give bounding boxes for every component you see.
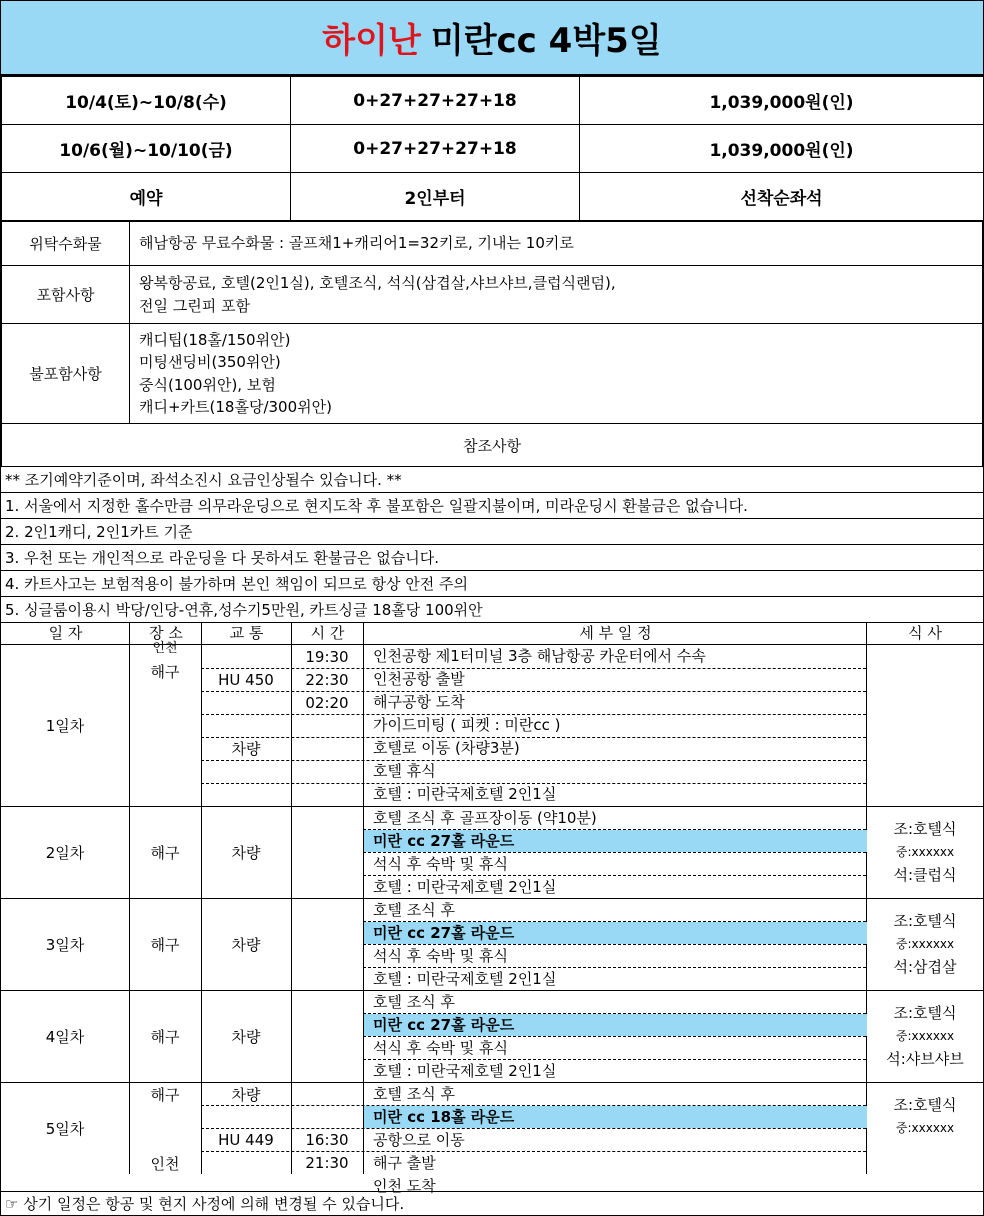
footer-note: ☞ 상기 일정은 항공 및 현지 사정에 의해 변경될 수 있습니다.	[1, 1191, 983, 1215]
day1-detail: 호텔로 이동 (차량3분)	[373, 739, 520, 757]
day5-detail: 공항으로 이동	[373, 1131, 465, 1149]
day3-detail: 호텔 : 미란국제호텔 2인1실	[373, 970, 557, 988]
day5-flight: HU 449	[218, 1131, 274, 1149]
excluded-line: 캐디팁(18홀/150위안)	[139, 330, 291, 349]
day1-detail: 호텔 휴식	[373, 762, 436, 780]
header-time: 시 간	[310, 624, 345, 642]
day1-time: 02:20	[305, 693, 349, 712]
header-meal: 식 사	[908, 624, 942, 642]
reserve-row	[2, 173, 984, 221]
day1-flight: HU 450	[218, 670, 274, 689]
day1-label: 1일차	[45, 717, 85, 735]
day3-transport: 차량	[231, 936, 261, 954]
holes-cell: 0+27+27+27+18	[291, 125, 580, 173]
schedule-table	[1, 623, 983, 1198]
header-detail: 세 부 일 정	[579, 624, 652, 642]
day5-detail: 호텔 조식 후	[373, 1085, 455, 1103]
table-row	[2, 125, 984, 173]
day5-place-bottom: 인천	[150, 1154, 180, 1173]
day4-place: 해구	[150, 1028, 180, 1046]
price-cell: 1,039,000원(인)	[580, 125, 984, 173]
day2-meals	[867, 818, 983, 887]
meal-breakfast: 조:호텔식	[893, 820, 957, 838]
title-destination: 하이난	[322, 21, 421, 61]
day1-detail: 가이드미팅 ( 피켓 : 미란cc )	[373, 716, 561, 734]
note-line: ** 조기예약기준이며, 좌석소진시 요금인상될수 있습니다. **	[1, 467, 983, 493]
baggage-text: 해남항공 무료수화물 : 골프채1+캐리어1=32키로, 기내는 10키로	[139, 234, 574, 253]
day1-transport: 차량	[231, 740, 261, 758]
baggage-label: 위탁수화물	[2, 222, 130, 266]
excluded-label: 불포함사항	[2, 324, 130, 424]
meal-breakfast: 조:호텔식	[893, 912, 957, 930]
note-line: 2. 2인1캐디, 2인1카트 기준	[1, 519, 983, 545]
day5-detail: 인천 도착	[373, 1177, 436, 1195]
day4-round-highlight: 미란 cc 27홀 라운드	[364, 1014, 867, 1036]
day1-place-top: 인천	[152, 640, 178, 653]
day4-detail: 호텔 조식 후	[373, 993, 455, 1011]
included-line: 왕복항공료, 호텔(2인1실), 호텔조식, 석식(삼겹살,샤브샤브,클럽식랜덤),	[139, 274, 616, 292]
day1-time: 22:30	[305, 670, 349, 689]
excluded-line: 중식(100위안), 보험	[139, 375, 276, 394]
day4-detail: 호텔 : 미란국제호텔 2인1실	[373, 1062, 557, 1080]
departure-table	[1, 76, 984, 221]
day3-meals	[867, 910, 983, 979]
day5-time: 16:30	[305, 1131, 349, 1149]
day5-round-highlight: 미란 cc 18홀 라운드	[364, 1106, 867, 1128]
day3-label: 3일차	[45, 936, 85, 954]
note-line: 5. 싱글룸이용시 박당/인당-연휴,성수기5만원, 카트싱글 18홀당 100위안	[1, 597, 983, 623]
day2-detail: 호텔 조식 후 골프장이동 (약10분)	[373, 809, 597, 827]
title-rest: 미란cc 4박5일	[430, 21, 662, 61]
day5-meals	[867, 1094, 983, 1140]
info-table	[1, 221, 983, 424]
included-row	[2, 266, 983, 324]
day2-round-highlight: 미란 cc 27홀 라운드	[364, 830, 867, 852]
day1-detail: 해구공항 도착	[373, 693, 465, 711]
header-place: 장 소	[149, 624, 183, 642]
note-line: 1. 서울에서 지정한 홀수만큼 의무라운딩으로 현지도착 후 불포함은 일괄지불이며, 미라운딩시 환불금은 없습니다.	[1, 493, 983, 519]
meal-lunch: 중:xxxxxx	[895, 1121, 955, 1135]
excluded-row	[2, 324, 983, 424]
header-day: 일 자	[48, 624, 83, 642]
day2-label: 2일차	[45, 844, 85, 862]
day2-transport: 차량	[231, 844, 261, 862]
baggage-row	[2, 222, 983, 266]
min-people: 2인부터	[291, 173, 580, 221]
reference-title: 참조사항	[1, 424, 983, 467]
day1-place: 해구	[150, 662, 180, 681]
day2-detail: 호텔 : 미란국제호텔 2인1실	[373, 878, 557, 896]
day1-detail: 인천공항 제1터미널 3층 해남항공 카운터에서 수속	[373, 647, 706, 665]
meal-breakfast: 조:호텔식	[893, 1004, 957, 1022]
day2-detail: 석식 후 숙박 및 휴식	[373, 855, 508, 873]
day4-meals	[867, 1002, 983, 1071]
meal-dinner: 석:삼겹살	[893, 958, 957, 976]
day4-transport: 차량	[231, 1028, 261, 1046]
meal-dinner: 석:샤브샤브	[886, 1050, 964, 1068]
day1-detail: 호텔 : 미란국제호텔 2인1실	[373, 785, 557, 803]
page-title	[1, 1, 983, 76]
day4-label: 4일차	[45, 1028, 85, 1046]
day5-time: 21:30	[305, 1154, 349, 1172]
day3-detail: 석식 후 숙박 및 휴식	[373, 947, 508, 965]
day3-place: 해구	[150, 936, 180, 954]
excluded-line: 캐디+카트(18홀당/300위안)	[139, 398, 332, 416]
day1-detail: 인천공항 출발	[373, 670, 465, 688]
seat-policy: 선착순좌석	[580, 173, 984, 221]
included-label: 포함사항	[2, 266, 130, 324]
meal-lunch: 중:xxxxxx	[895, 845, 955, 859]
date-cell: 10/6(월)~10/10(금)	[2, 125, 291, 173]
reserve-label: 예약	[2, 173, 291, 221]
day5-label: 5일차	[45, 1120, 85, 1138]
note-line: 3. 우천 또는 개인적으로 라운딩을 다 못하셔도 환불금은 없습니다.	[1, 545, 983, 571]
header-transport: 교 통	[229, 624, 264, 642]
day5-transport: 차량	[231, 1085, 261, 1104]
day2-place: 해구	[150, 844, 180, 862]
meal-breakfast: 조:호텔식	[893, 1096, 957, 1114]
meal-dinner: 석:클럽식	[893, 866, 957, 884]
included-line: 전일 그린피 포함	[139, 296, 250, 315]
date-cell: 10/4(토)~10/8(수)	[2, 77, 291, 125]
holes-cell: 0+27+27+27+18	[291, 77, 580, 125]
day1-time: 19:30	[305, 647, 349, 666]
table-row	[2, 77, 984, 125]
meal-lunch: 중:xxxxxx	[895, 937, 955, 951]
day5-place-top: 해구	[150, 1085, 180, 1104]
day3-detail: 호텔 조식 후	[373, 901, 455, 919]
day3-round-highlight: 미란 cc 27홀 라운드	[364, 922, 867, 944]
day4-detail: 석식 후 숙박 및 휴식	[373, 1039, 508, 1057]
excluded-line: 미팅샌딩비(350위안)	[139, 353, 281, 371]
note-line: 4. 카트사고는 보험적용이 불가하며 본인 책임이 되므로 항상 안전 주의	[1, 571, 983, 597]
meal-lunch: 중:xxxxxx	[895, 1029, 955, 1043]
day5-detail: 해구 출발	[373, 1154, 436, 1172]
price-cell: 1,039,000원(인)	[580, 77, 984, 125]
